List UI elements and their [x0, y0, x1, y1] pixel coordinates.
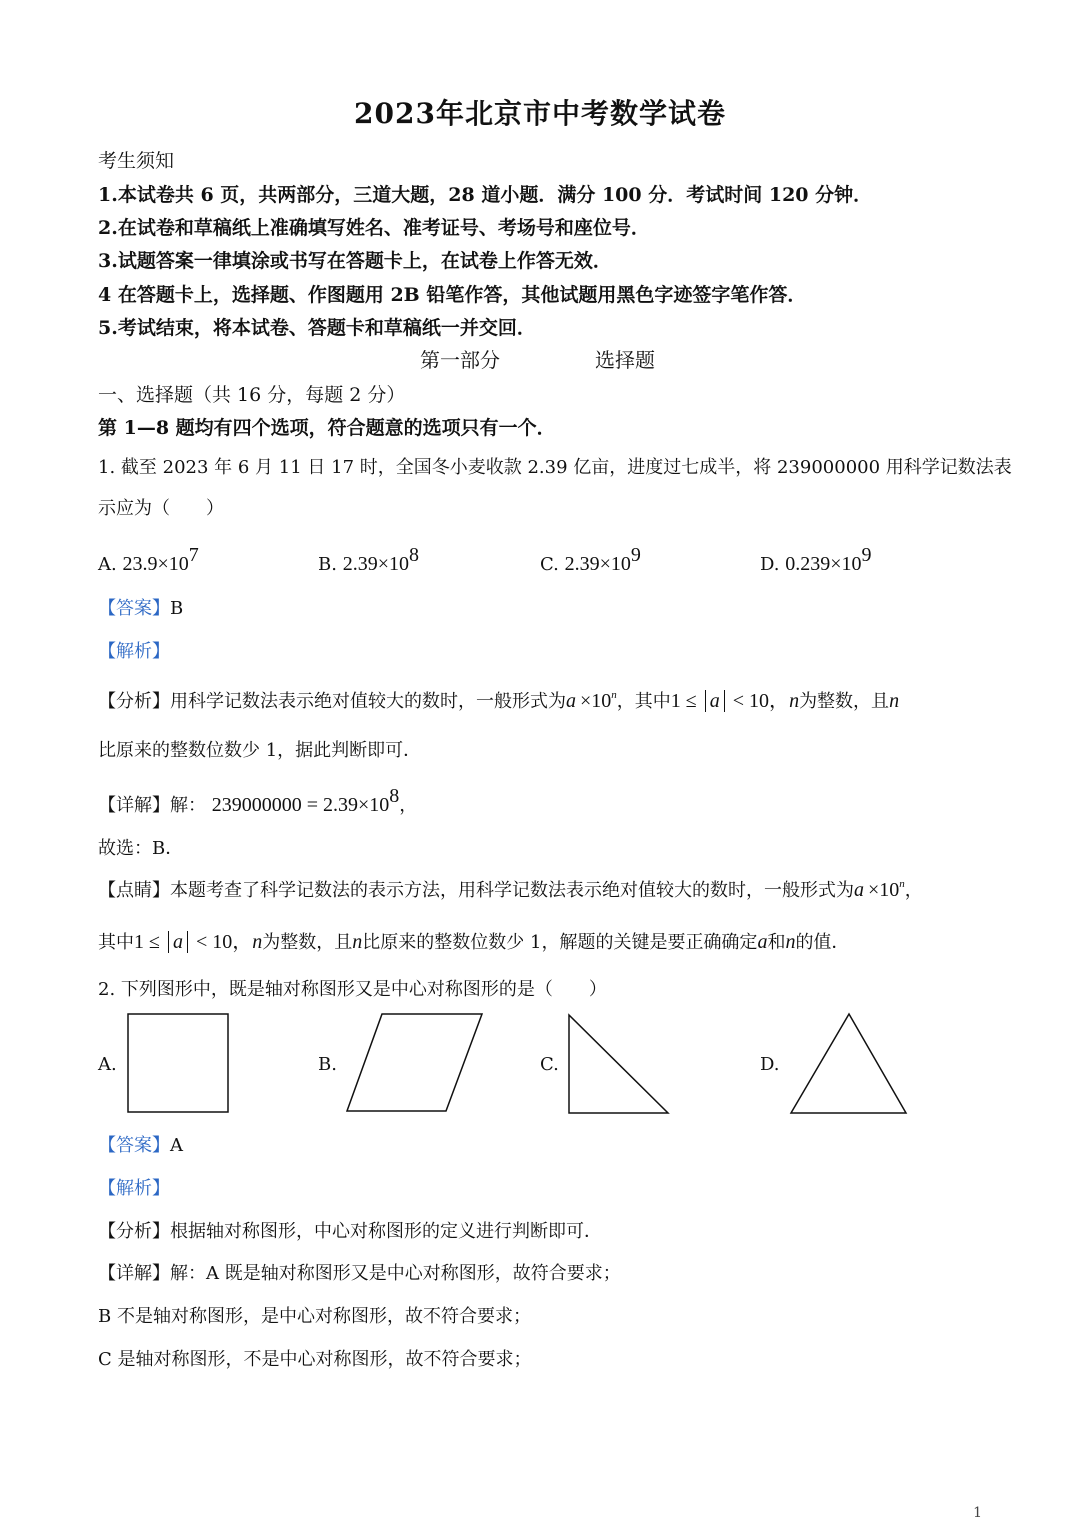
q1-fenxi-line2: 比原来的整数位数少 1，据此判断即可． [98, 740, 422, 761]
q2-stem: 2. 下列图形中，既是轴对称图形又是中心对称图形的是（ ） [98, 979, 607, 1000]
q1-option-c: C. $2.39\times 10^9$ [540, 544, 641, 575]
parallelogram-figure [346, 1013, 484, 1113]
q1-dianjing: 【点睛】本题考查了科学记数法的表示方法，用科学记数法表示绝对值较大的数时，一般形式为$a \times 10^n$， [98, 878, 923, 901]
notice-item-5: 5.考试结束，将本试卷、答题卡和草稿纸一并交回． [98, 317, 536, 339]
part-heading-left: 第一部分 [420, 348, 500, 372]
q2-label-d: D. [760, 1054, 780, 1075]
q1-dianjing-line2: 其中1 ≤ a < 10，n为整数，且n比原来的整数位数少 1，解题的关键是要正确确定a和n的值． [98, 931, 850, 953]
q2-fenxi: 【分析】根据轴对称图形，中心对称图形的定义进行判断即可． [98, 1221, 602, 1242]
page-title: 2023年北京市中考数学试卷 [354, 97, 726, 130]
notice-item-1: 1.本试卷共 6 页，共两部分，三道大题，28 道小题．满分 100 分．考试时间 120 分钟． [98, 184, 873, 206]
q2-xiangjie: 【详解】解：A 既是轴对称图形又是中心对称图形，故符合要求； [98, 1263, 621, 1284]
right-triangle-figure [568, 1014, 670, 1114]
q1-analysis-tag: 【解析】 [98, 641, 170, 662]
q1-option-d: D. $0.239\times 10^9$ [760, 544, 872, 575]
q1-stem-line1: 1. 截至 2023 年 6 月 11 日 17 时，全国冬小麦收款 2.39 亿亩，进度过七成半，将 239000000 用科学记数法表 [98, 457, 1012, 478]
part-heading-right: 选择题 [595, 348, 655, 372]
q1-guxuan: 故选：B． [98, 838, 184, 859]
q2-answer: 【答案】A [98, 1135, 183, 1156]
q1-answer: 【答案】B [98, 598, 184, 619]
notice-heading: 考生须知 [98, 150, 175, 172]
q1-fenxi: 【分析】用科学记数法表示绝对值较大的数时，一般形式为$a \times 10^n$，其中1 ≤ a < 10，n为整数，且n [98, 689, 900, 712]
q2-line-c: C 是轴对称图形，不是中心对称图形，故不符合要求； [98, 1349, 532, 1370]
section-heading: 一、选择题（共 16 分，每题 2 分） [98, 384, 406, 406]
notice-item-3: 3.试题答案一律填涂或书写在答题卡上，在试卷上作答无效． [98, 250, 612, 272]
q1-option-a: A. $23.9\times 10^7$ [98, 544, 199, 575]
equilateral-triangle-figure [790, 1013, 908, 1115]
q2-label-c: C. [540, 1054, 559, 1075]
q1-option-b: B. $2.39\times 10^8$ [318, 544, 419, 575]
q1-xiangjie: 【详解】解： $239000000 = 2.39\times 10^8$， [98, 785, 418, 816]
q2-analysis-tag: 【解析】 [98, 1178, 170, 1199]
page-number: 1 [973, 1505, 982, 1521]
q2-line-b: B 不是轴对称图形，是中心对称图形，故不符合要求； [98, 1306, 531, 1327]
square-figure [127, 1013, 229, 1113]
q2-label-a: A. [98, 1054, 117, 1075]
section-intro: 第 1—8 题均有四个选项，符合题意的选项只有一个． [98, 417, 556, 439]
q2-label-b: B. [318, 1054, 337, 1075]
q1-stem-line2: 示应为（ ） [98, 498, 224, 519]
notice-item-4: 4 在答题卡上，选择题、作图题用 2B 铅笔作答，其他试题用黑色字迹签字笔作答． [98, 284, 807, 306]
notice-item-2: 2.在试卷和草稿纸上准确填写姓名、准考证号、考场号和座位号． [98, 217, 650, 239]
